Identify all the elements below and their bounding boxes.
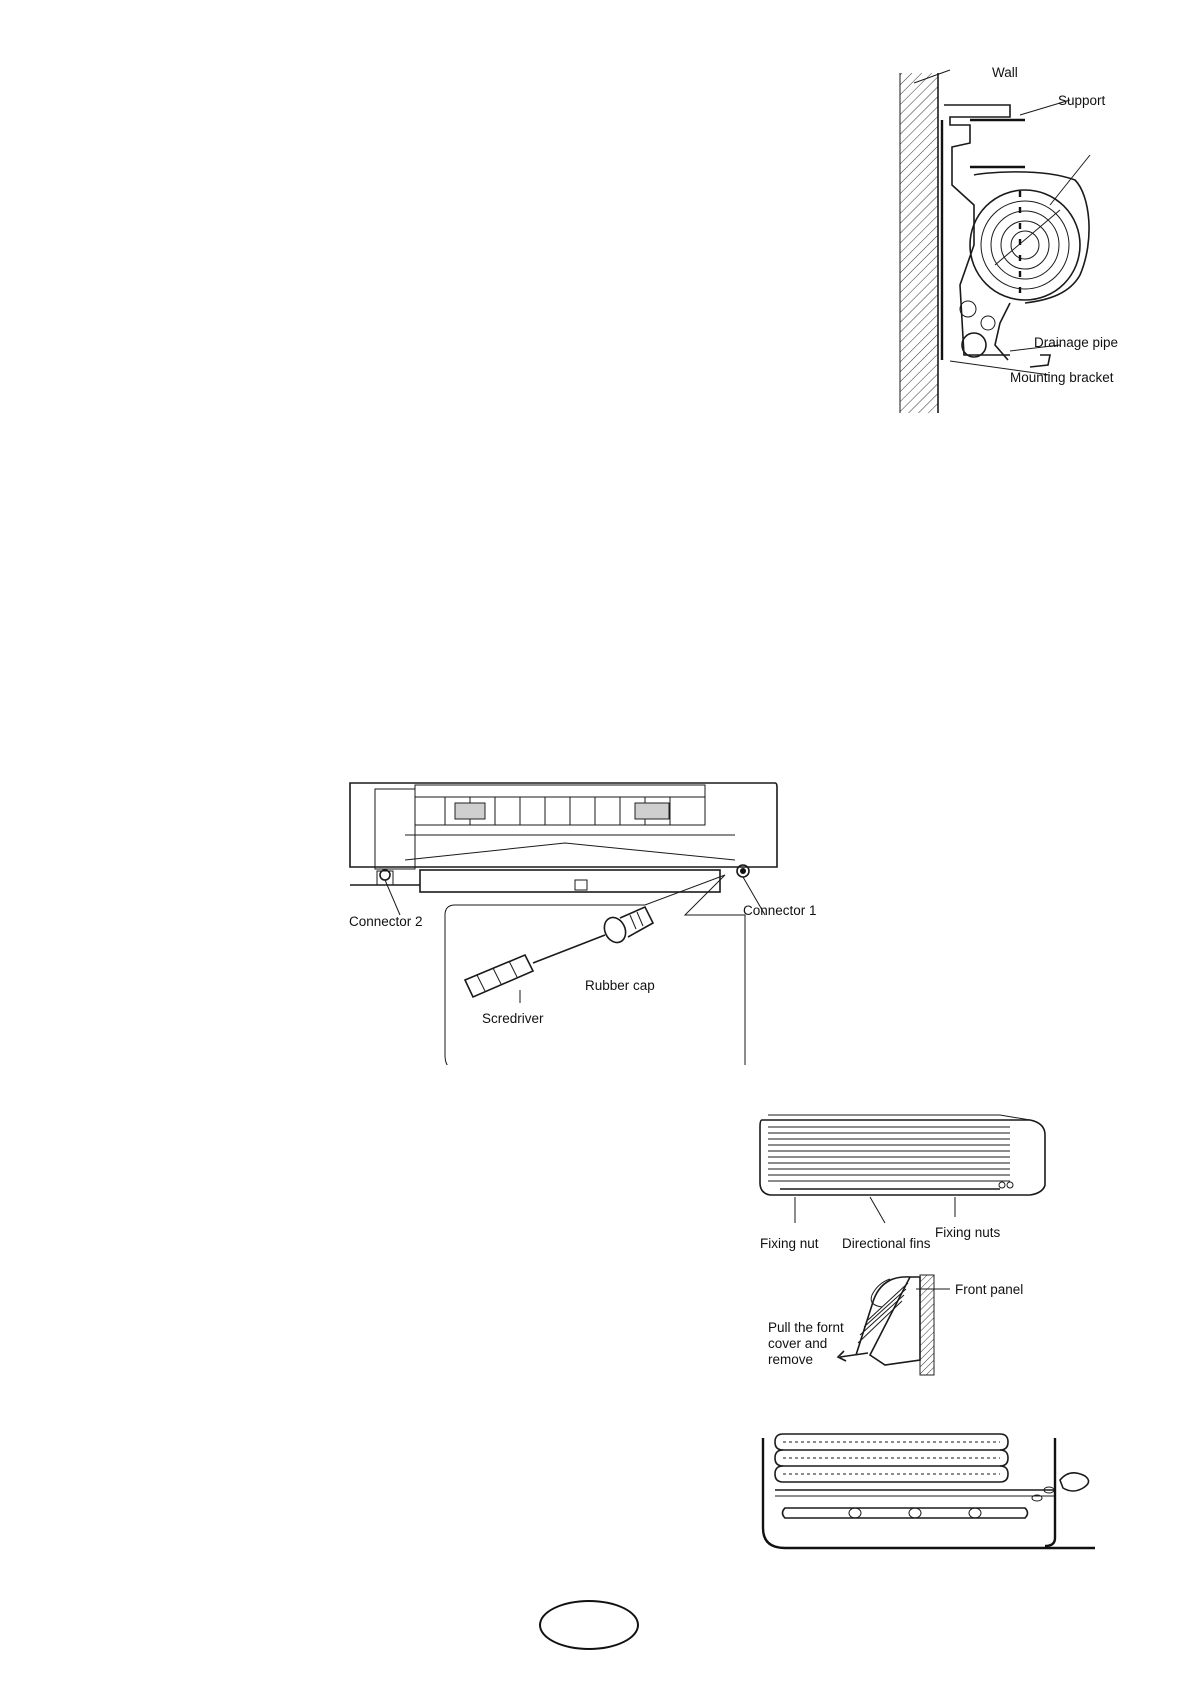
evaporator-drain-diagram bbox=[755, 1418, 1095, 1558]
label-pull-line2: cover and bbox=[768, 1336, 828, 1351]
label-pull-line1: Pull the fornt bbox=[768, 1320, 844, 1335]
label-screwdriver: Scredriver bbox=[482, 1011, 544, 1026]
indoor-unit-body bbox=[760, 1115, 1045, 1195]
rubber-cap-drawing bbox=[600, 907, 653, 946]
label-directional-fins: Directional fins bbox=[842, 1236, 931, 1251]
label-fixing-nut: Fixing nut bbox=[760, 1236, 819, 1251]
evaporator-coil bbox=[763, 1434, 1095, 1548]
label-rubber-cap: Rubber cap bbox=[585, 978, 655, 993]
indoor-unit-section bbox=[944, 105, 1089, 367]
label-fixing-nuts: Fixing nuts bbox=[935, 1225, 1001, 1240]
drainage-pipe-end bbox=[962, 333, 986, 357]
wall-hatch bbox=[900, 73, 938, 413]
label-front-panel: Front panel bbox=[955, 1282, 1024, 1297]
label-wall: Wall bbox=[992, 65, 1018, 80]
unit-chassis bbox=[350, 783, 777, 892]
label-support: Support bbox=[1058, 93, 1106, 108]
page-number-oval bbox=[539, 1600, 639, 1650]
screwdriver-drawing bbox=[465, 935, 605, 997]
label-drainage-pipe: Drainage pipe bbox=[1034, 335, 1119, 350]
wall-mount-diagram bbox=[890, 55, 1140, 415]
label-pull-line3: remove bbox=[768, 1352, 814, 1367]
wall-section bbox=[920, 1275, 934, 1375]
water-droplets bbox=[1032, 1473, 1089, 1501]
indoor-unit-front-diagram bbox=[740, 1105, 1050, 1255]
label-mounting-bracket: Mounting bracket bbox=[1010, 370, 1114, 385]
connector-diagram bbox=[345, 775, 845, 1065]
front-panel-drawing bbox=[856, 1277, 920, 1365]
fan-drum bbox=[970, 190, 1080, 300]
label-connector-2: Connector 2 bbox=[349, 914, 423, 929]
front-panel-removal-diagram bbox=[760, 1265, 1060, 1385]
label-connector-1: Connector 1 bbox=[743, 903, 817, 918]
